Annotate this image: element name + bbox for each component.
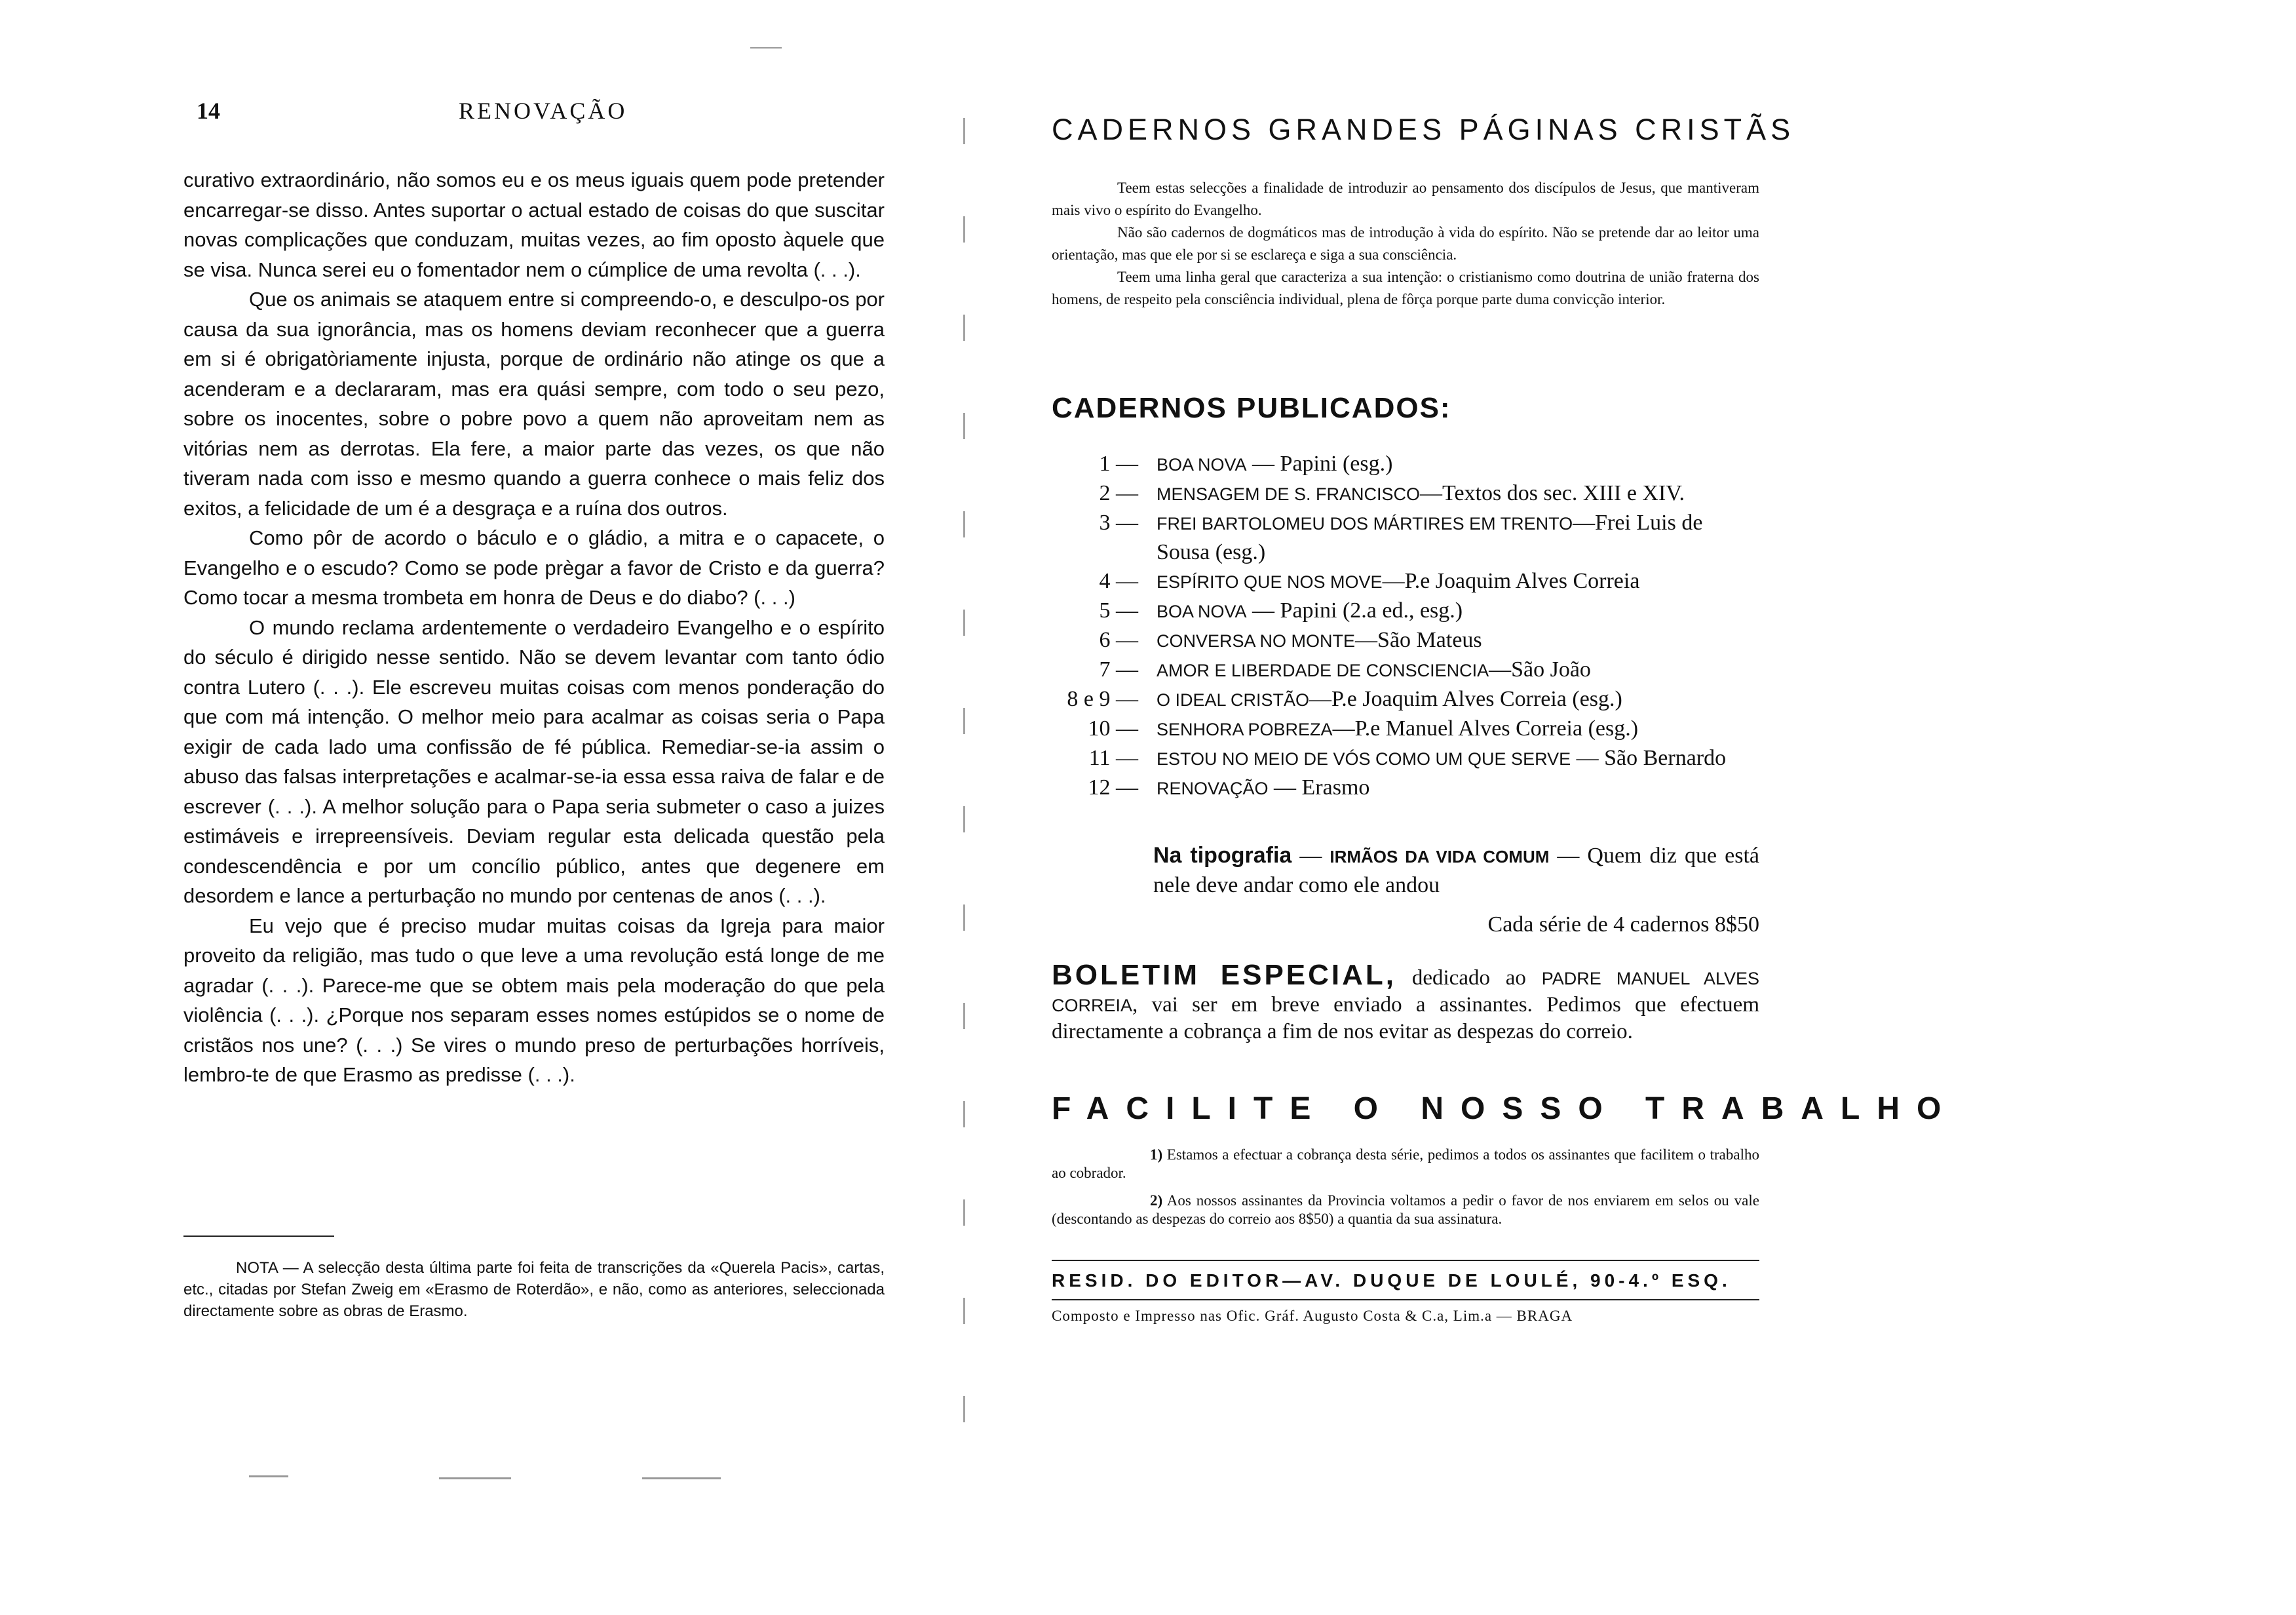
catalog-title: BOA NOVA <box>1157 455 1247 475</box>
catalog-number: 10 — <box>1088 716 1138 741</box>
catalog-number: 6 — <box>1099 628 1138 652</box>
catalog-author: — Papini (2.a ed., esg.) <box>1246 598 1463 623</box>
in-press-note <box>1153 841 1759 900</box>
catalog-title: CONVERSA NO MONTE <box>1157 631 1356 651</box>
catalog-number: 2 — <box>1099 481 1138 505</box>
in-press-title: IRMÃOS DA VIDA COMUM <box>1330 847 1550 866</box>
catalog-item <box>1052 773 1759 803</box>
bulletin-name: PADRE MANUEL ALVES CORREIA <box>1052 969 1759 1015</box>
intro-paragraph: Teem estas selecções a finalidade de introduzir ao pensamento dos discípulos de Jesus, que mantiveram mais vivo o espírito do Evangelho. <box>1052 180 1759 218</box>
bulletin-heading: BOLETIM ESPECIAL, <box>1052 959 1397 991</box>
catalog-number: 12 — <box>1088 775 1138 800</box>
catalog-list <box>1052 450 1759 803</box>
bulletin-text: , vai ser em breve enviado a assinantes. Pedimos que efectuem directamente a cobrança a fim de nos evitar as despezas do correio. <box>1052 993 1759 1043</box>
notice-text: Estamos a efectuar a cobrança desta série, pedimos a todos os assinantes que facilitem o trabalho ao cobrador. <box>1052 1146 1759 1181</box>
catalog-number: 5 — <box>1099 598 1138 623</box>
catalog-title: ESTOU NO MEIO DE VÓS COMO UM QUE SERVE <box>1157 749 1571 769</box>
catalog-item <box>1052 567 1759 596</box>
catalog-item <box>1052 655 1759 685</box>
footnote-divider <box>183 1236 334 1237</box>
divider <box>1052 1260 1759 1261</box>
editor-address: RESID. DO EDITOR—AV. DUQUE DE LOULÉ, 90-4.º ESQ. <box>1052 1270 1731 1291</box>
catalog-title: RENOVAÇÃO <box>1157 779 1269 798</box>
catalog-author: —São Mateus <box>1355 628 1482 652</box>
catalog-author: — São Bernardo <box>1571 746 1727 770</box>
intro-paragraph: Não são cadernos de dogmáticos mas de introdução à vida do espírito. Não se pretende dar ao leitor uma orientação, mas que ele por si se esclareça e siga a sua consciência. <box>1052 224 1759 263</box>
paragraph: O mundo reclama ardentemente o verdadeiro Evangelho e o espírito do século é dirigido nesse sentido. Não se devem levantar com tanto ódio contra Lutero (. . .). Ele escreveu muitas coisas com menos ponderação do que com má intenção. O melhor meio para acalmar as coisas seria o Papa exigir de cada lado uma confissão de fé pública. Remediar-se-ia assim o abuso das falsas interpretações e acalmar-se-ia essa essa raiva de falar e de escrever (. . .). A melhor solução para o Papa seria submeter o caso a juizes estimáveis e irrepreensíveis. Deviam regular esta delicada questão pela condescendência e por um concílio público, antes que degenere em desordem e lance a perturbação no mundo por centenas de anos (. . .). <box>183 615 885 907</box>
notice-number: 2) <box>1150 1192 1163 1209</box>
catalog-author: —São João <box>1489 657 1591 682</box>
catalog-title: SENHORA POBREZA <box>1157 720 1333 739</box>
catalog-title: MENSAGEM DE S. FRANCISCO <box>1157 484 1421 504</box>
catalog-author: —P.e Manuel Alves Correia (esg.) <box>1332 716 1639 741</box>
notice-text: Aos nossos assinantes da Provincia voltamos a pedir o favor de nos enviarem em selos ou vale (descontando as despezas do correio aos 8$50) a quantia da sua assinatura. <box>1052 1192 1759 1227</box>
catalog-author: — Papini (esg.) <box>1246 452 1393 476</box>
paragraph: curativo extraordinário, não somos eu e os meus iguais quem pode pretender encarregar-se disso. Antes suportar o actual estado de coisas do que suscitar novas complicações que conduzam, muitas vezes, ao fim oposto àquele que se visa. Nunca serei eu o fomentador nem o cúmplice de uma revolta (. . .). <box>183 168 885 281</box>
in-press-text: — Quem diz que está nele deve andar como ele andou <box>1153 844 1759 897</box>
catalog-number: 4 — <box>1099 569 1138 593</box>
catalog-author: — Erasmo <box>1268 775 1370 800</box>
running-head: RENOVAÇÃO <box>459 98 628 124</box>
footnote: NOTA — A selecção desta última parte foi feita de transcrições da «Querela Pacis», cartas, etc., citadas por Stefan Zweig em «Erasmo de Roterdão», e não, como as anteriores, seleccionada directamente sobre as obras de Erasmo. <box>183 1259 885 1320</box>
notice-item <box>1052 1192 1759 1228</box>
facilite-heading: FACILITE O NOSSO TRABALHO <box>1052 1091 1959 1126</box>
divider <box>1052 1299 1759 1300</box>
bulletin-text: dedicado ao <box>1396 966 1542 990</box>
catalog-item <box>1052 714 1759 744</box>
notice-item <box>1052 1146 1759 1182</box>
price-note: Cada série de 4 cadernos 8$50 <box>1487 912 1759 937</box>
catalog-title: BOA NOVA <box>1157 602 1247 621</box>
series-intro <box>1052 177 1759 311</box>
notice-number: 1) <box>1150 1146 1163 1163</box>
catalog-item <box>1052 596 1759 626</box>
bulletin-notice <box>1052 959 1759 1045</box>
catalog-item <box>1052 626 1759 655</box>
catalog-number: 8 e 9 — <box>1067 687 1138 711</box>
catalog-author: —P.e Joaquim Alves Correia (esg.) <box>1309 687 1622 711</box>
published-heading: CADERNOS PUBLICADOS: <box>1052 392 1451 424</box>
catalog-item <box>1052 685 1759 714</box>
paragraph: Como pôr de acordo o báculo e o gládio, a mitra e o capacete, o Evangelho e o escudo? Como se pode prègar a favor de Cristo e da guerra? Como tocar a mesma trombeta em honra de Deus e do diabo? (. . .) <box>183 526 885 609</box>
series-title: CADERNOS GRANDES PÁGINAS CRISTÃS <box>1052 113 1795 146</box>
catalog-item <box>1052 450 1759 479</box>
catalog-item <box>1052 744 1759 773</box>
printer-imprint: Composto e Impresso nas Ofic. Gráf. Augusto Costa & C.a, Lim.a — BRAGA <box>1052 1308 1573 1324</box>
in-press-dash: — <box>1292 844 1330 868</box>
catalog-title: FREI BARTOLOMEU DOS MÁRTIRES EM TRENTO <box>1157 514 1573 534</box>
catalog-title: O IDEAL CRISTÃO <box>1157 690 1310 710</box>
paragraph: Que os animais se ataquem entre si compreendo-o, e desculpo-os por causa da sua ignorância, mas os homens deviam reconhecer que a guerra em si é obrigatòriamente injusta, porque de ordinário não atinge os que a acenderam e a declararam, mas era quási sempre, com todo o seu pezo, sobre os inocentes, sobre o pobre povo a quem não aproveitam nem as vitórias nem as derrotas. Ela fere, a maior parte das vezes, os que não tiveram nada com isso e mesmo quando a guerra conhece o mais feliz dos exitos, a felicidade de um é a desgraça e a ruína dos outros. <box>183 288 885 520</box>
catalog-item <box>1052 479 1759 509</box>
catalog-number: 1 — <box>1099 452 1138 476</box>
catalog-author: —Textos dos sec. XIII e XIV. <box>1420 481 1685 505</box>
catalog-number: 3 — <box>1099 511 1138 535</box>
body-text <box>183 165 885 1090</box>
catalog-number: 7 — <box>1099 657 1138 682</box>
paragraph: Eu vejo que é preciso mudar muitas coisas da Igreja para maior proveito da religião, mas tudo o que leve a uma revolução está longe de me agradar (. . .). Parece-me que se obtem mais pela moderação do que pela violência (. . .). ¿Porque nos separam esses nomes estúpidos se o nome de cristãos nos une? (. . .) Se vires o mundo preso de perturbações horríveis, lembro-te de que Erasmo as predisse (. . .). <box>183 914 885 1086</box>
catalog-author: —P.e Joaquim Alves Correia <box>1382 569 1640 593</box>
catalog-number: 11 — <box>1088 746 1138 770</box>
left-page <box>0 0 970 1615</box>
in-press-label: Na tipografia <box>1153 843 1292 868</box>
intro-paragraph: Teem uma linha geral que caracteriza a sua intenção: o cristianismo como doutrina de união fraterna dos homens, de respeito pela consciência individual, plena de fôrça porque parte duma convicção interior. <box>1052 269 1759 307</box>
catalog-title: AMOR E LIBERDADE DE CONSCIENCIA <box>1157 661 1489 680</box>
catalog-author: —Frei Luis de Sousa (esg.) <box>1157 511 1703 564</box>
page-number: 14 <box>197 98 220 124</box>
catalog-title: ESPÍRITO QUE NOS MOVE <box>1157 572 1383 592</box>
catalog-item <box>1052 509 1759 567</box>
